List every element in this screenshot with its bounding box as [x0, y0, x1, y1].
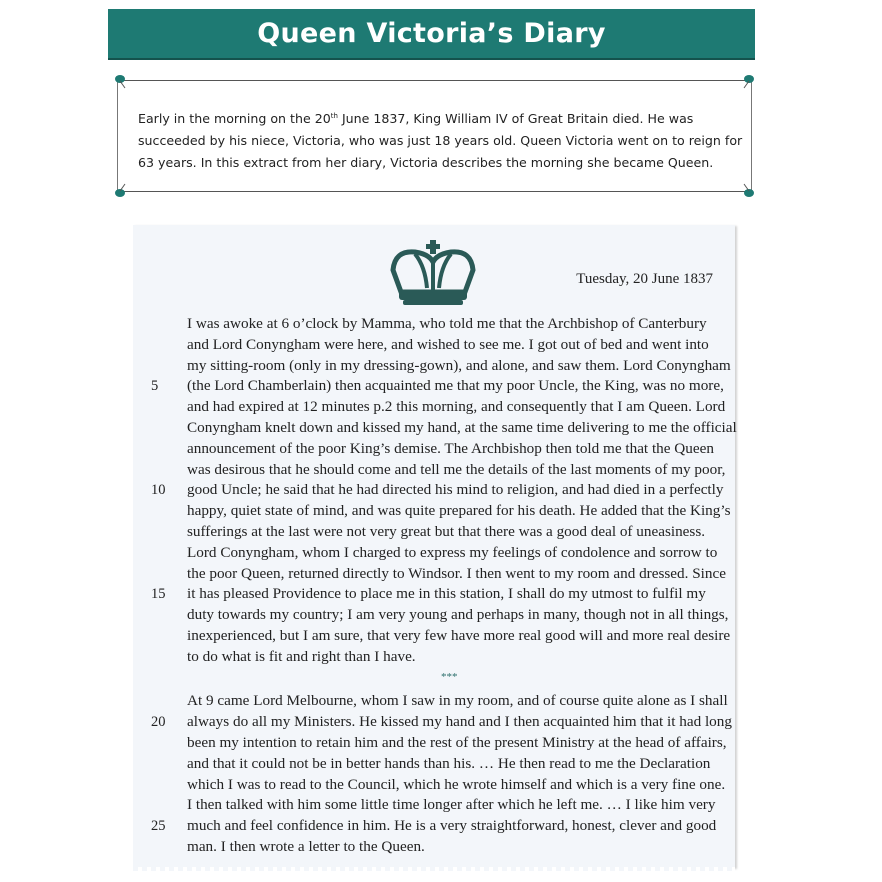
section-separator: ***	[441, 670, 458, 683]
diary-line: Conyngham knelt down and kissed my hand, at the same time delivering to me the official	[187, 419, 737, 436]
diary-line: happy, quiet state of mind, and was quite prepared for his death. He added that the King’s	[187, 502, 731, 520]
intro-box	[117, 80, 752, 192]
pin-icon	[741, 73, 757, 89]
crown-icon	[385, 240, 481, 308]
diary-line: sufferings at the last were not very great but that there was a good deal of uneasiness.	[187, 523, 706, 540]
line-number: 10	[151, 482, 166, 499]
diary-page	[133, 225, 735, 868]
diary-line: good Uncle; he said that he had directed his mind to religion, and had died in a perfectly	[187, 481, 724, 499]
intro-text	[138, 105, 748, 174]
line-number: 15	[151, 586, 166, 603]
pin-icon	[112, 183, 128, 199]
page-title: Queen Victoria’s Diary	[257, 18, 606, 49]
diary-line: I was awoke at 6 o’clock by Mamma, who told me that the Archbishop of Canterbury	[187, 315, 707, 332]
intro-text-part: Early in the morning on the 20	[138, 111, 331, 127]
diary-line: it has pleased Providence to place me in this station, I shall do my utmost to fulfil my	[187, 585, 706, 603]
diary-line: been my intention to retain him and the rest of the present Ministry at the head of affairs,	[187, 734, 727, 751]
intro-superscript: th	[330, 112, 338, 120]
diary-line: inexperienced, but I am sure, that very few have more real good will and more real desire	[187, 627, 731, 644]
intro-text-part: June 1837, King William IV of Great Britain died. He was succeeded by his niece, Victoria, who was just 18 years old. Queen Victoria went on to reign for 63 years. In this extract from her diary, Victoria describes the morning she became Queen.	[138, 111, 743, 171]
pin-icon	[741, 183, 757, 199]
diary-line: duty towards my country; I am very young and perhaps in many, though not in all things,	[187, 606, 729, 624]
diary-line: Lord Conyngham, whom I charged to express my feelings of condolence and sorrow to	[187, 543, 718, 561]
line-number: 5	[151, 378, 159, 395]
diary-line: (the Lord Chamberlain) then acquainted me that my poor Uncle, the King, was no more,	[187, 377, 724, 395]
diary-line: my sitting-room (only in my dressing-gown), and alone, and saw them. Lord Conyngham	[187, 356, 731, 374]
diary-line: At 9 came Lord Melbourne, whom I saw in my room, and of course quite alone as I shall	[187, 692, 728, 710]
line-number: 25	[151, 818, 166, 835]
diary-date: Tuesday, 20 June 1837	[576, 271, 713, 287]
title-banner	[108, 9, 755, 60]
pin-icon	[112, 73, 128, 89]
diary-line: announcement of the poor King’s demise. The Archbishop then told me that the Queen	[187, 439, 714, 457]
diary-line: man. I then wrote a letter to the Queen.	[187, 838, 425, 855]
line-number: 20	[151, 714, 166, 731]
diary-line: always do all my Ministers. He kissed my hand and I then acquainted him that it had long	[187, 713, 732, 731]
diary-line: the poor Queen, returned directly to Windsor. I then went to my room and dressed. Since	[187, 564, 726, 582]
diary-line: and that it could not be in better hands than his. … He then read to me the Declaration	[187, 754, 711, 772]
diary-line: to do what is fit and right than I have.	[187, 647, 416, 665]
diary-line: much and feel confidence in him. He is a very straightforward, honest, clever and good	[187, 817, 717, 835]
diary-line: was desirous that he should come and tell me the details of the last moments of my poor,	[187, 460, 726, 478]
diary-line: which I was to read to the Council, which he wrote himself and which is a very fine one.	[187, 775, 726, 793]
diary-line: and had expired at 12 minutes p.2 this morning, and consequently that I am Queen. Lord	[187, 398, 726, 416]
diary-line: I then talked with him some little time longer after which he left me. … I like him very	[187, 796, 716, 814]
diary-line: and Lord Conyngham were here, and wished to see me. I got out of bed and went into	[187, 335, 709, 353]
